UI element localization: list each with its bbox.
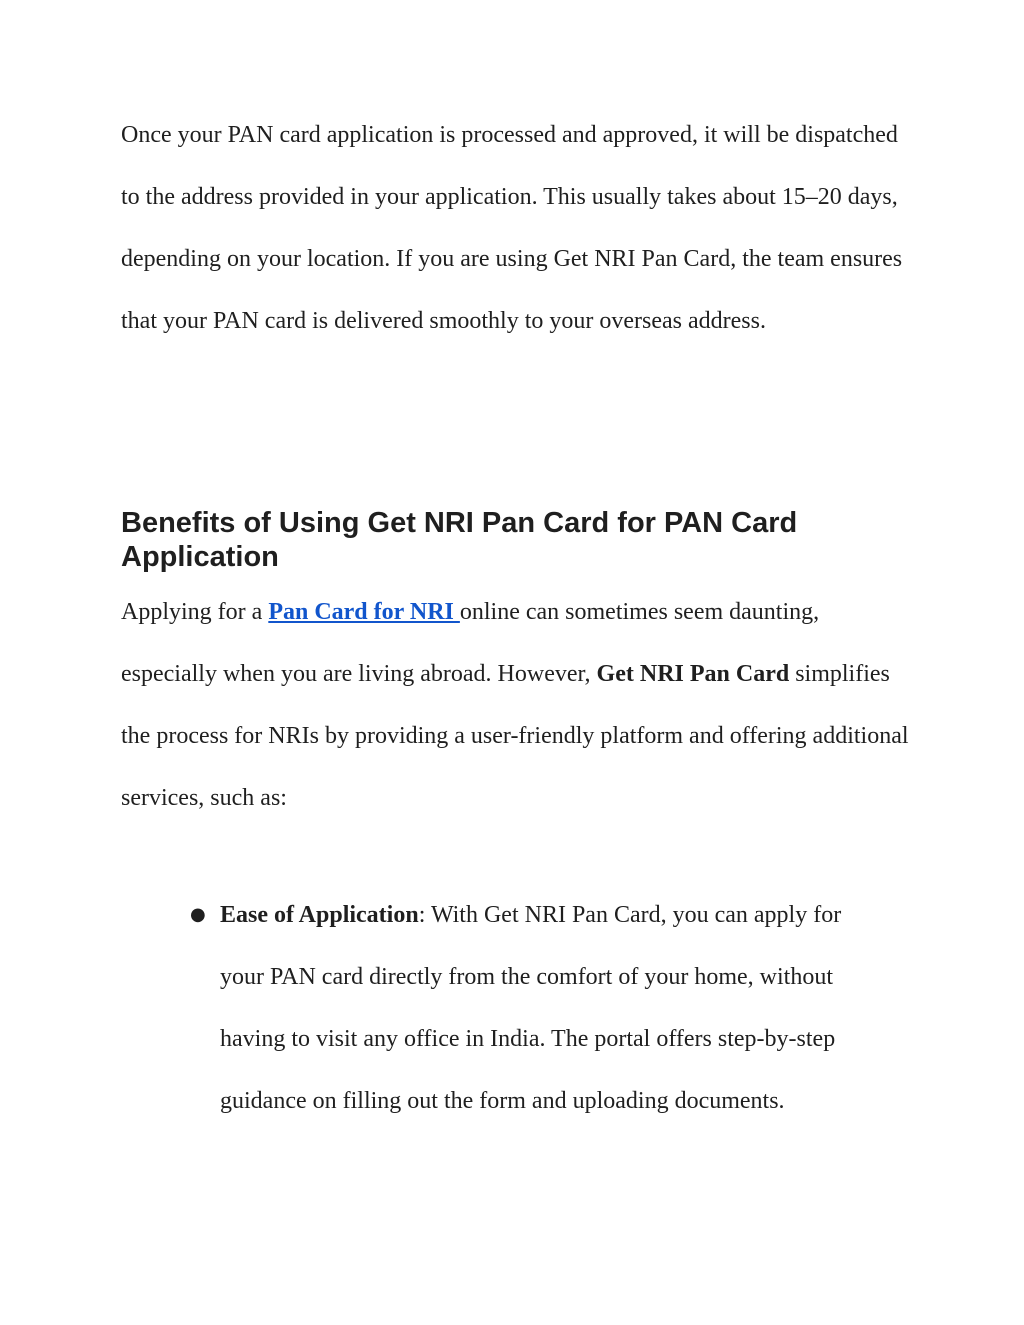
brand-name-bold: Get NRI Pan Card bbox=[596, 661, 790, 687]
bullet-icon: ● bbox=[190, 904, 206, 925]
benefits-paragraph bbox=[121, 581, 921, 829]
intro-paragraph: Once your PAN card application is processed and approved, it will be dispatched to the address provided in your application. This usually takes about 15–20 days, depending on your location. If you are using Get NRI Pan Card, the team ensures that your PAN card is delivered smoothly to your overseas address. bbox=[121, 122, 903, 334]
section-heading: Benefits of Using Get NRI Pan Card for PAN Card Application bbox=[121, 507, 798, 573]
list-item-body bbox=[220, 884, 880, 1132]
paragraph-text-before-link: Applying for a bbox=[121, 599, 269, 625]
list-item bbox=[190, 884, 890, 1132]
list-item-text: : With Get NRI Pan Card, you can apply for your PAN card directly from the comfort of your home, without having to visit any office in India. The portal offers step-by-step guidance on filling out the form and uploading documents. bbox=[220, 902, 842, 1114]
list-item-title: Ease of Application bbox=[220, 902, 419, 928]
benefits-list bbox=[190, 884, 890, 1132]
paragraph-text-after-brand: simplifies the process for NRIs by providing a user-friendly platform and offering additional services, such as: bbox=[121, 661, 909, 811]
paragraph-text-after-link: online can sometimes seem daunting, especially when you are living abroad. However, bbox=[121, 599, 820, 687]
pan-card-for-nri-link[interactable]: Pan Card for NRI bbox=[268, 599, 460, 625]
